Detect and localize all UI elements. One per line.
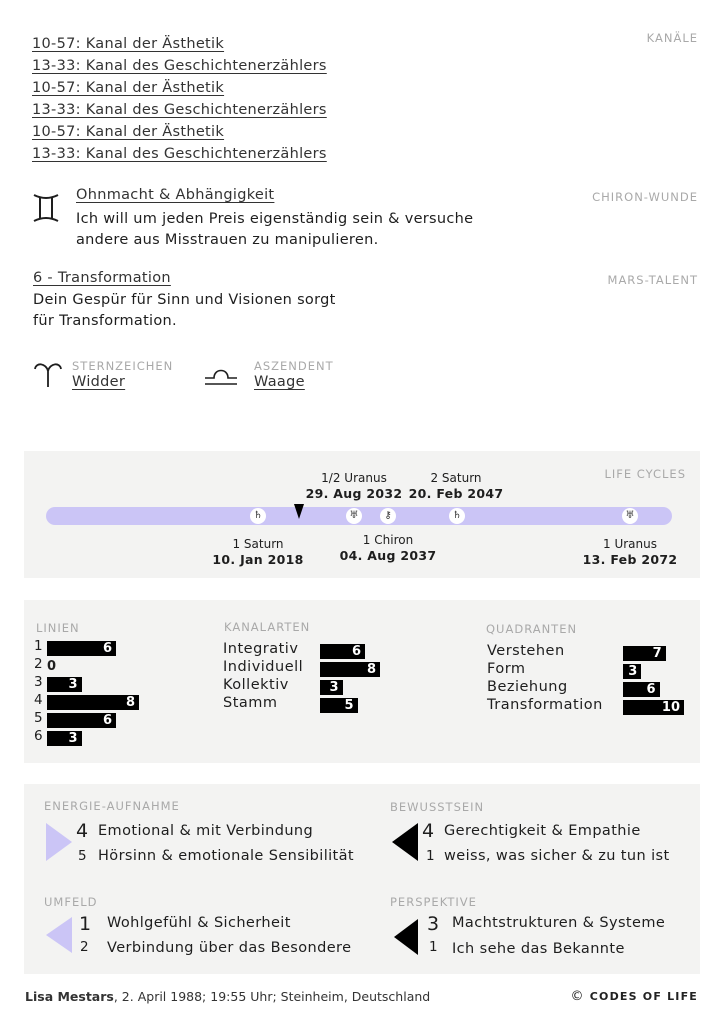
perspektive-text-1: Machtstrukturen & Systeme [452,915,666,931]
arrow-left-icon [394,919,418,955]
current-position-marker [294,504,304,520]
bar: 3 [623,664,641,679]
perspektive-num-2: 1 [429,939,438,955]
umfeld-num-1: 1 [79,913,92,935]
cycle-date: 13. Feb 2072 [582,552,678,567]
copyright-icon: © [570,989,585,1004]
energie-label: ENERGIE-AUFNAHME [44,799,180,813]
bar: 6 [623,682,660,697]
mars-label: MARS-TALENT [607,273,698,287]
bewusstsein-text-1: Gerechtigkeit & Empathie [444,823,641,839]
bar: 8 [320,662,380,677]
chiron-text-2: andere aus Misstrauen zu manipulieren. [76,232,379,248]
kanal-link[interactable]: 13-33: Kanal des Geschichtenerzählers [32,58,327,74]
kanal-link[interactable]: 10-57: Kanal der Ästhetik [32,124,225,140]
kanal-link[interactable]: 10-57: Kanal der Ästhetik [32,80,225,96]
aries-icon [33,361,63,389]
perspektive-text-2: Ich sehe das Bekannte [452,941,625,957]
bar-row-label: 4 [34,692,44,708]
saturn-icon: ♄ [250,508,266,524]
bar-row-label: Stamm [223,695,278,711]
mars-title[interactable]: 6 - Transformation [33,270,171,286]
chiron-label: CHIRON-WUNDE [592,190,698,204]
cycle-date: 29. Aug 2032 [305,486,403,501]
umfeld-text-2: Verbindung über das Besondere [107,940,352,956]
brand-name: CODES OF LIFE [589,990,698,1003]
arrow-left-icon [392,823,418,861]
bar-row-label: Integrativ [223,641,299,657]
bar: 8 [47,695,139,710]
cycle-date: 20. Feb 2047 [408,486,504,501]
bar-row-label: 5 [34,710,44,726]
kanalarten-label: KANALARTEN [224,620,311,634]
cycle-2-saturn [386,471,526,502]
energie-text-1: Emotional & mit Verbindung [98,823,314,839]
arrow-left-icon [46,917,72,953]
bar: 6 [47,641,116,656]
footer-person [25,989,430,1004]
mars-text-1: Dein Gespür für Sinn und Visionen sorgt [33,292,336,308]
uranus-icon: ♅ [346,508,362,524]
bar: 3 [320,680,343,695]
cycle-1-uranus [560,537,700,568]
umfeld-label: UMFELD [44,895,98,909]
quadranten-label: QUADRANTEN [486,622,578,636]
kanal-list [32,36,327,168]
cycle-name: 2 Saturn [430,471,482,485]
person-name: Lisa Mestars [25,989,114,1004]
cycle-date: 10. Jan 2018 [212,552,304,567]
kanaele-label: KANÄLE [646,31,698,45]
saturn-icon: ♄ [449,508,465,524]
footer-brand [571,989,698,1004]
bar: 3 [47,731,82,746]
cycle-1-saturn [188,537,328,568]
aszendent-value[interactable]: Waage [254,374,305,390]
bar-row-label: Kollektiv [223,677,289,693]
bar-row-label: 3 [34,674,44,690]
energie-num-1: 4 [76,820,89,842]
umfeld-text-1: Wohlgefühl & Sicherheit [107,915,291,931]
birth-details: , 2. April 1988; 19:55 Uhr; Steinheim, Deutschland [113,989,431,1004]
chiron-text-1: Ich will um jeden Preis eigenständig sein & versuche [76,211,474,227]
cycle-name: 1 Saturn [232,537,284,551]
umfeld-num-2: 2 [80,939,89,955]
perspektive-num-1: 3 [427,913,440,935]
bewusstsein-num-2: 1 [426,848,435,864]
bar-row-label: Verstehen [487,643,565,659]
chiron-title[interactable]: Ohnmacht & Abhängigkeit [76,187,275,203]
bar: 10 [623,700,684,715]
aszendent-label: ASZENDENT [254,359,334,373]
cycle-name: 1 Uranus [603,537,657,551]
uranus-icon: ♅ [622,508,638,524]
bar-row-label: Beziehung [487,679,568,695]
cycle-date: 04. Aug 2037 [339,548,437,563]
sternzeichen-value[interactable]: Widder [72,374,126,390]
chiron-icon: ⚷ [380,508,396,524]
bar-row-label: Individuell [223,659,304,675]
bewusstsein-num-1: 4 [422,820,435,842]
bar: 3 [47,677,82,692]
bewusstsein-text-2: weiss, was sicher & zu tun ist [444,848,670,864]
bewusstsein-label: BEWUSSTSEIN [390,800,485,814]
kanal-link[interactable]: 13-33: Kanal des Geschichtenerzählers [32,146,327,162]
bar-row-label: 2 [34,656,44,672]
mars-text-2: für Transformation. [33,313,177,329]
libra-icon [204,366,238,386]
linien-label: LINIEN [36,621,80,635]
bar: 7 [623,646,666,661]
life-cycles-label: LIFE CYCLES [604,467,686,481]
cycle-name: 1/2 Uranus [321,471,387,485]
cycle-name: 1 Chiron [362,533,414,547]
kanal-link[interactable]: 10-57: Kanal der Ästhetik [32,36,225,52]
arrow-right-icon [46,823,72,861]
sternzeichen-label: STERNZEICHEN [72,359,174,373]
stats-panel [24,600,700,763]
bar-row-label: Transformation [487,697,603,713]
bar-row-label: 1 [34,638,44,654]
bar-row-label: 6 [34,728,44,744]
perspektive-label: PERSPEKTIVE [390,895,477,909]
energie-text-2: Hörsinn & emotionale Sensibilität [98,848,355,864]
bar: 5 [320,698,358,713]
bar-value: 0 [47,659,57,674]
gemini-icon [32,192,60,224]
bar: 6 [47,713,116,728]
bar: 6 [320,644,365,659]
kanal-link[interactable]: 13-33: Kanal des Geschichtenerzählers [32,102,327,118]
cycle-1-chiron [318,533,458,564]
energie-num-2: 5 [78,848,87,864]
bar-row-label: Form [487,661,526,677]
